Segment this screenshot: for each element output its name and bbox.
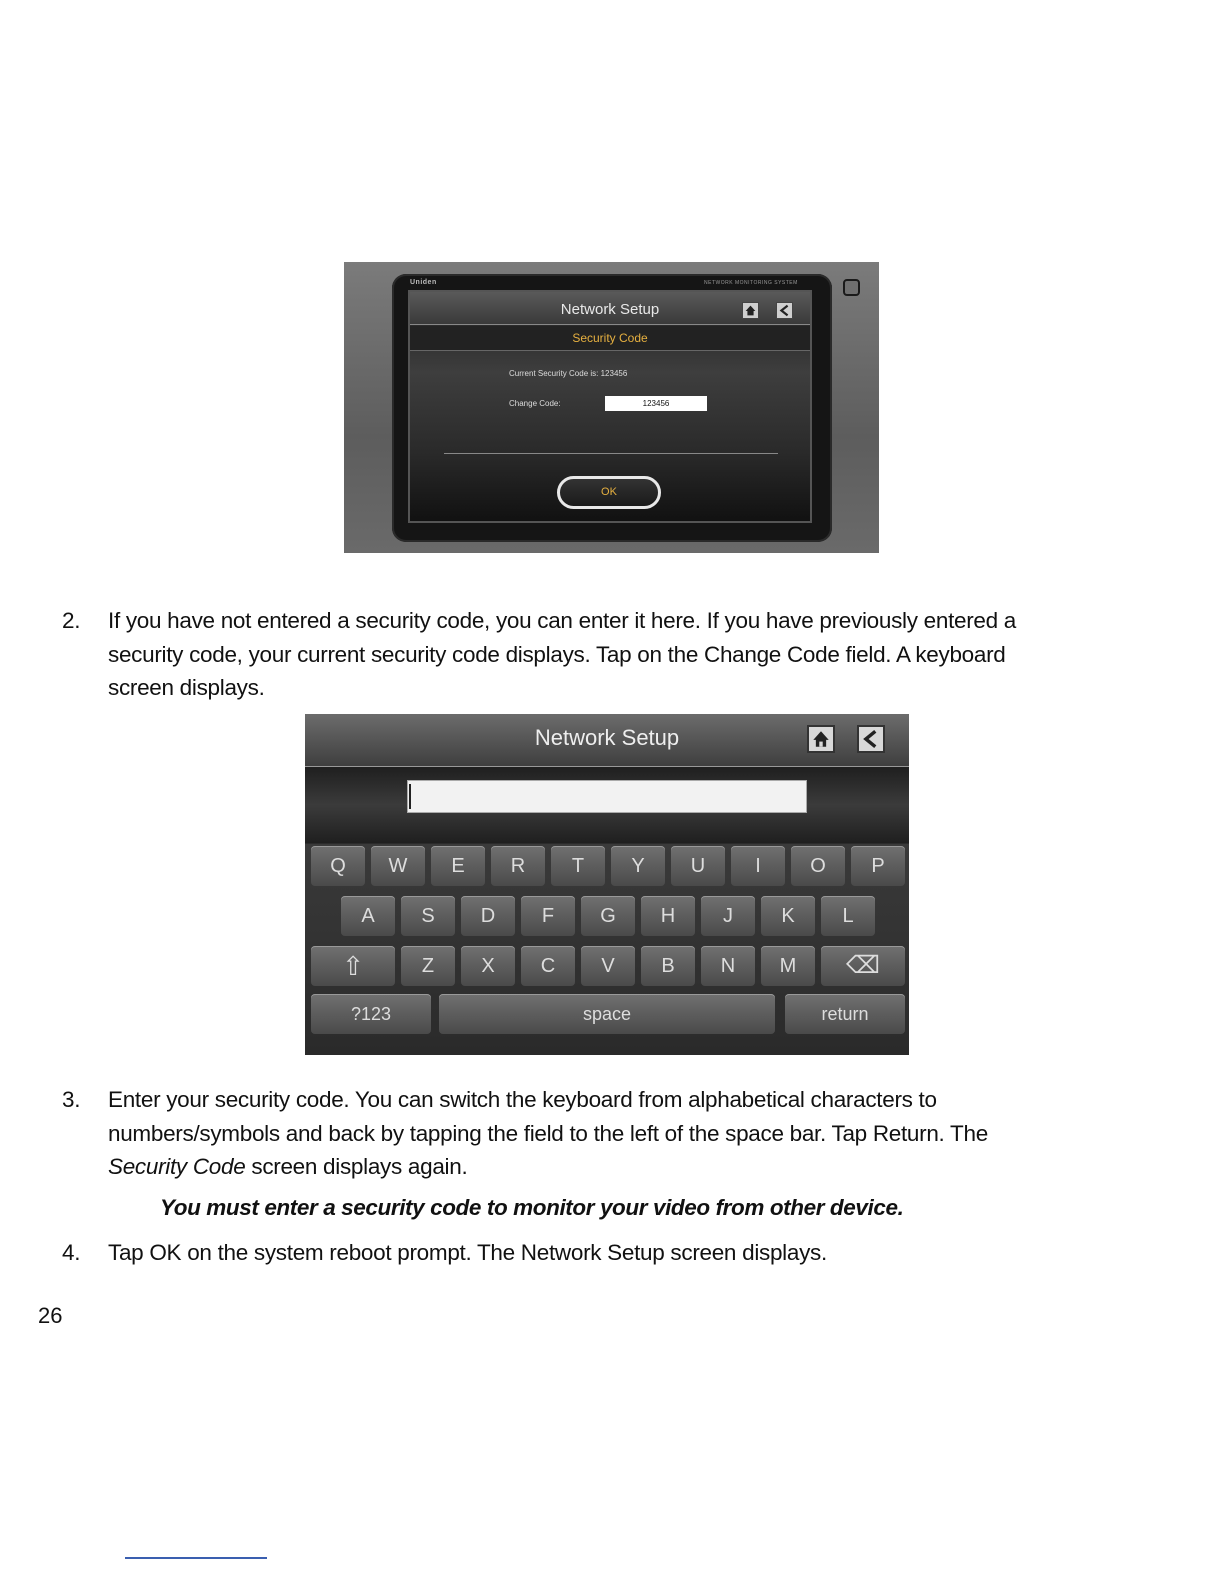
power-button[interactable] <box>843 279 860 296</box>
step-3-line-1: Enter your security code. You can switch the keyboard from alphabetical characters to <box>108 1087 937 1112</box>
key-d[interactable]: D <box>461 896 515 936</box>
key-j[interactable]: J <box>701 896 755 936</box>
numbers-key[interactable]: ?123 <box>311 994 431 1034</box>
key-i[interactable]: I <box>731 846 785 886</box>
step-2-line-3: screen displays. <box>108 675 265 700</box>
page-number: 26 <box>38 1303 63 1328</box>
step-2-text <box>108 604 1016 705</box>
brand-logo: Uniden <box>410 279 437 286</box>
keyboard-keys <box>305 844 909 1055</box>
step-4-text <box>108 1236 827 1270</box>
key-z[interactable]: Z <box>401 946 455 986</box>
key-x[interactable]: X <box>461 946 515 986</box>
key-e[interactable]: E <box>431 846 485 886</box>
change-code-label: Change Code: <box>509 399 561 408</box>
key-q[interactable]: Q <box>311 846 365 886</box>
text-cursor <box>409 784 411 809</box>
key-p[interactable]: P <box>851 846 905 886</box>
subtitle-bar <box>410 326 810 351</box>
key-o[interactable]: O <box>791 846 845 886</box>
step-3-line-2: numbers/symbols and back by tapping the field to the left of the space bar. Tap Return. The <box>108 1120 988 1146</box>
key-t[interactable]: T <box>551 846 605 886</box>
step-2-line-2: security code, your current security code displays. Tap on the Change Code field. A keyboard <box>108 641 1006 667</box>
key-y[interactable]: Y <box>611 846 665 886</box>
key-h[interactable]: H <box>641 896 695 936</box>
security-code-term: Security Code <box>108 1154 246 1179</box>
security-code-screenshot <box>344 262 879 553</box>
screen-title: Network Setup <box>560 301 660 318</box>
key-s[interactable]: S <box>401 896 455 936</box>
ok-button[interactable]: OK <box>557 476 661 509</box>
key-k[interactable]: K <box>761 896 815 936</box>
keyboard-title: Network Setup <box>534 725 680 750</box>
step-2-number: 2. <box>62 608 81 633</box>
key-u[interactable]: U <box>671 846 725 886</box>
key-f[interactable]: F <box>521 896 575 936</box>
key-m[interactable]: M <box>761 946 815 986</box>
step-3-number: 3. <box>62 1087 81 1112</box>
step-3-text <box>108 1083 988 1184</box>
change-code-field[interactable]: 123456 <box>605 396 707 411</box>
space-key[interactable]: space <box>439 994 775 1034</box>
key-l[interactable]: L <box>821 896 875 936</box>
key-b[interactable]: B <box>641 946 695 986</box>
security-note: You must enter a security code to monitor your video from other device. <box>160 1195 904 1220</box>
screen-subtitle: Security Code <box>572 331 648 345</box>
key-n[interactable]: N <box>701 946 755 986</box>
step-3-line-3-rest: screen displays again. <box>245 1154 468 1179</box>
key-c[interactable]: C <box>521 946 575 986</box>
shift-key[interactable]: ⇧ <box>311 946 395 986</box>
backspace-key[interactable]: ⌫ <box>821 946 905 986</box>
back-icon[interactable] <box>776 302 793 319</box>
home-icon[interactable] <box>807 725 835 753</box>
model-label: NETWORK MONITORING SYSTEM <box>704 280 798 286</box>
keyboard-screenshot <box>305 714 909 1055</box>
key-r[interactable]: R <box>491 846 545 886</box>
code-text-input[interactable] <box>407 780 807 813</box>
step-4-line-1: Tap OK on the system reboot prompt. The Network Setup screen displays. <box>108 1240 827 1265</box>
current-code-label <box>509 369 627 378</box>
key-g[interactable]: G <box>581 896 635 936</box>
key-w[interactable]: W <box>371 846 425 886</box>
current-code-value: 123456 <box>600 369 628 378</box>
step-3-line-3 <box>108 1150 988 1184</box>
key-v[interactable]: V <box>581 946 635 986</box>
step-2-line-1: If you have not entered a security code, you can enter it here. If you have previously entered a <box>108 608 1017 633</box>
current-code-text: Current Security Code is: <box>509 369 599 378</box>
divider <box>444 453 778 454</box>
key-a[interactable]: A <box>341 896 395 936</box>
home-icon[interactable] <box>742 302 759 319</box>
return-key[interactable]: return <box>785 994 905 1034</box>
footer-rule <box>125 1557 267 1559</box>
step-4-number: 4. <box>62 1240 81 1265</box>
back-icon[interactable] <box>857 725 885 753</box>
